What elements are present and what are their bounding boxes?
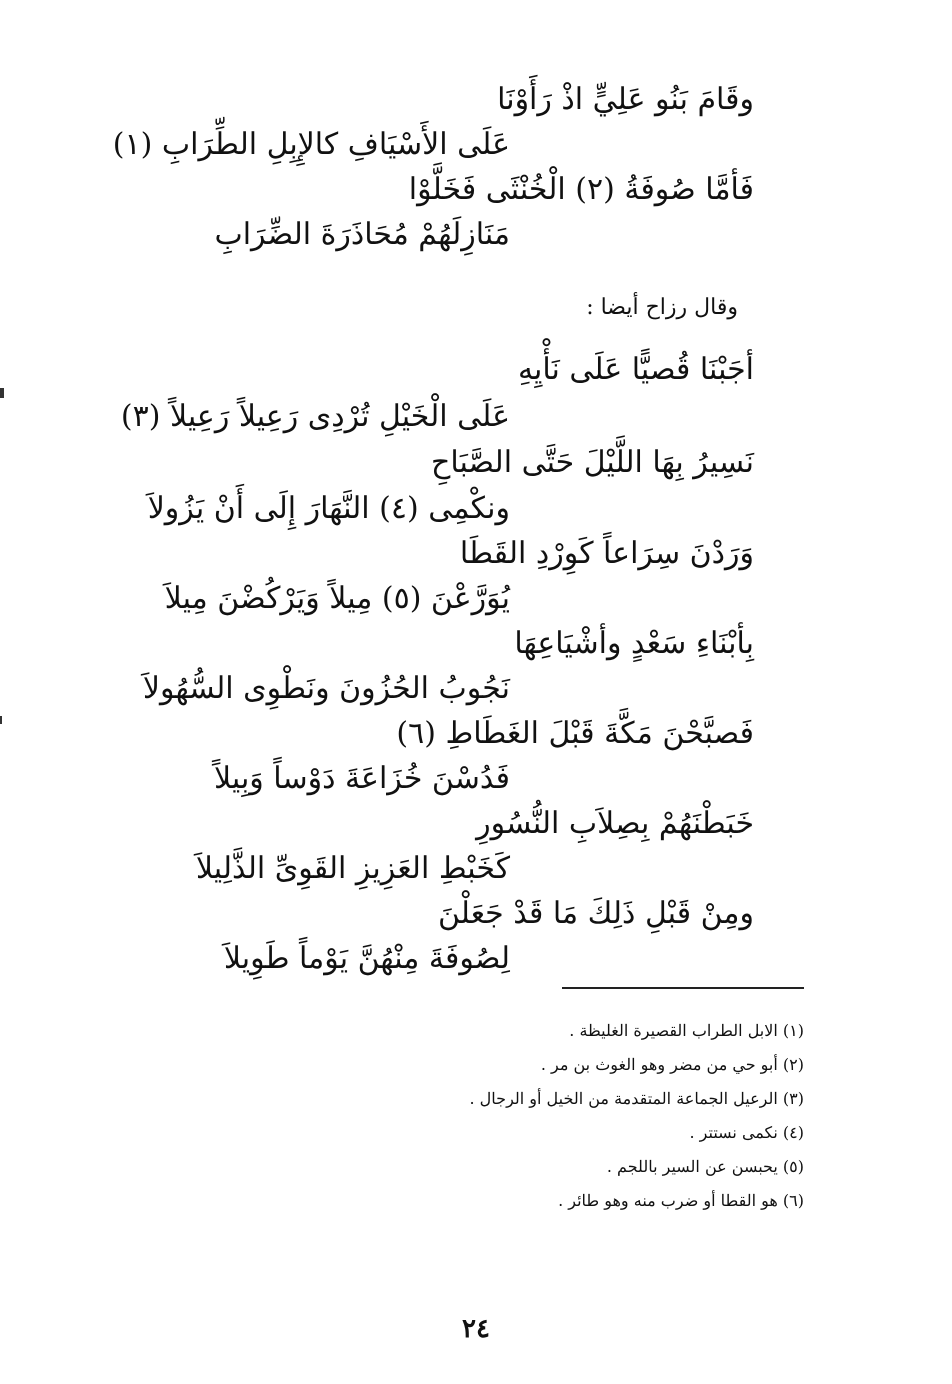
poem2-line-3: نَسِيرُ بِهَا اللَّيْلَ حَتَّى الصَّبَاحِ: [430, 445, 754, 480]
footnotes: [324, 1014, 804, 1218]
poem2-line-8: نَجُوبُ الحُزُونَ ونَطْوِى السُّهُولاَ: [142, 671, 510, 706]
footnote-separator: [562, 987, 804, 989]
poem2-line-11: خَبَطْنَهُمْ بِصِلاَبِ النُّسُورِ: [476, 806, 754, 841]
poem1-line-4: مَنَازِلَهُمْ مُحَاذَرَةَ الضِّرَابِ: [214, 217, 510, 252]
footnote-1: (١) الابل الطراب القصيرة الغليظة .: [569, 1021, 804, 1040]
poem2-line-12: كَخَبْطِ العَزِيزِ القَوِىِّ الذَّلِيلاَ: [195, 851, 510, 886]
poem2-line-5: وَرَدْنَ سِرَاعاً كَوِرْدِ القَطَا: [459, 536, 754, 571]
poem2-line-1: أجَبْنَا قُصيًّا عَلَى نَأْيِهِ: [517, 352, 754, 387]
poem2-line-7: بِأبْنَاءِ سَعْدٍ وأشْيَاعِهَا: [514, 626, 754, 661]
poem2-line-6: يُوَرَّعْنَ (٥) مِيلاً وَيَرْكُضْنَ مِيلاَ: [164, 581, 510, 616]
poem2-line-4: ونكْمِى (٤) النَّهَارَ إِلَى أَنْ يَزُولاَ: [147, 491, 510, 526]
footnote-5: (٥) يحبسن عن السير باللجم .: [606, 1157, 804, 1176]
poem2-line-10: فَدُسْنَ خُزَاعَةَ دَوْساً وَبِيلاً: [213, 761, 510, 796]
poem1-line-3: فَأمَّا صُوفَةُ (٢) الْخُنْثَى فَخَلَّوْا: [408, 172, 754, 207]
poem2-intro: وقال رزاح أيضا :: [586, 295, 738, 320]
footnote-4: (٤) نكمى نستتر .: [689, 1123, 804, 1142]
poem2-line-13: ومِنْ قَبْلِ ذَلِكَ مَا قَدْ جَعَلْنَ: [437, 896, 754, 931]
poem2-line-14: لِصُوفَةَ مِنْهُنَّ يَوْماً طَوِيلاَ: [223, 941, 510, 976]
poem2-line-2: عَلَى الْخَيْلِ تُرْدِى رَعِيلاً رَعِيلاً (٣): [120, 399, 510, 434]
scan-edge-mark: [0, 716, 2, 724]
footnote-6: (٦) هو القطا أو ضرب منه وهو طائر .: [558, 1191, 804, 1210]
scan-edge-mark: [0, 388, 4, 398]
poem1-line-1: وقَامَ بَنُو عَلِيٍّ اذْ رَأَوْنَا: [497, 82, 754, 117]
poem2-line-9: فَصبَّحْنَ مَكَّةَ قَبْلَ الغَطَاطِ (٦): [396, 716, 754, 751]
page-number: ٢٤: [462, 1314, 490, 1344]
footnote-3: (٣) الرعيل الجماعة المتقدمة من الخيل أو الرجال .: [469, 1089, 804, 1108]
poem1-line-2: عَلَى الأَسْيَافِ كالإِبِلِ الطِّرَابِ (١): [112, 127, 510, 162]
footnote-2: (٢) أبو حي من مضر وهو الغوث بن مر .: [540, 1055, 804, 1074]
